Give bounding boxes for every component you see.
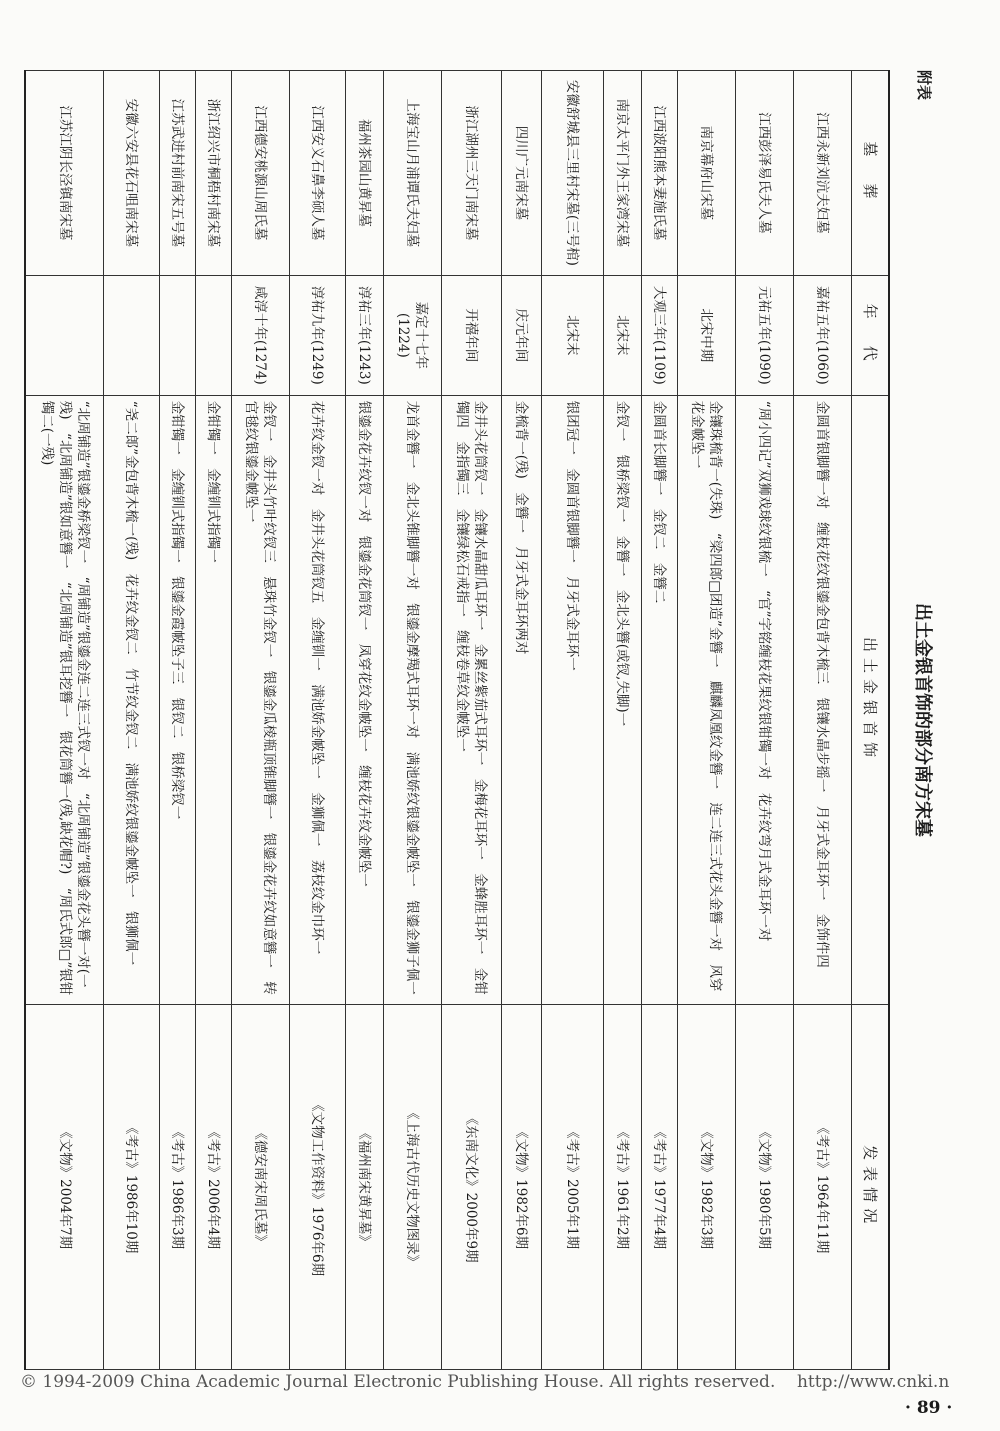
table-row [196,71,232,1370]
date-cell [196,275,232,395]
page-number: · 89 · [905,1398,953,1418]
table-row [502,71,542,1370]
rotated-table-page [38,70,935,1370]
table-row [346,71,384,1370]
items-cell: 金镶珠梳背一(失珠) “梁四郎□团造”金簪一 麒麟凤凰纹金簪一 连二连三式花头金簪一对 风穿花金帔坠一 [678,395,736,1005]
tomb-cell: 江苏武进村前南宋五号墓 [160,71,196,276]
tomb-cell: 南京幕府山宋墓 [678,71,736,276]
publication-cell: 《考古》1964年11期 [794,1005,852,1370]
tomb-cell: 浙江湖州三天门南宋墓 [442,71,502,276]
publication-cell: 《文物》1982年6期 [502,1005,542,1370]
header-publication: 发表情况 [852,1005,890,1370]
publication-cell: 《考古》2006年4期 [196,1005,232,1370]
publication-cell: 《考古》1961年2期 [604,1005,642,1370]
table-row [604,71,642,1370]
date-cell: 淳祐三年(1243) [346,275,384,395]
items-cell: 金井头花筒钗一 金镶水晶甜瓜耳环一 金累丝紫茄式耳环一 金梅花耳环一 金蜂胜耳环一 金钳镯四 金指镯三 金镶绿松石戒指一 缠枝卷草纹金帔坠一 [442,395,502,1005]
publication-cell: 《上海古代历史文物图录》 [384,1005,442,1370]
tomb-cell: 浙江绍兴市桐梧村南宋墓 [196,71,232,276]
date-cell: 开禧年间 [442,275,502,395]
items-cell: “北周铺造”银鎏金桥梁钗一 “周铺造”银鎏金连二连三式钗一对 “北周铺造”银鎏金花头簪一对(一残) “北周铺造”银如意簪一 “北周铺造”银耳挖簪一 银花筒簪一(残,缺花帽?) “周氏式郎□”银钳镯二(一残) [26,395,104,1005]
table-row [384,71,442,1370]
date-cell: 咸淳十年(1274) [232,275,290,395]
table-caption: 出土金银首饰的部分南方宋墓 [912,603,933,837]
table-row [736,71,794,1370]
tomb-cell: 南京太平门外王家湾宋墓 [604,71,642,276]
date-cell [104,275,160,395]
items-cell: 金圆首银脚簪一对 缠枝花纹银鎏金包背木梳三 银镶水晶步摇一 月牙式金耳环一 金饰件四 [794,395,852,1005]
publication-cell: 《考古》1986年10期 [104,1005,160,1370]
date-cell: 北宋末 [542,275,604,395]
tomb-cell: 四川广元南宋墓 [502,71,542,276]
tomb-cell: 江西彭泽易氏夫人墓 [736,71,794,276]
table-row [678,71,736,1370]
items-cell: 龙首金簪一 金北头锥脚簪一对 银鎏金摩羯式耳环一对 满池娇纹银鎏金帔坠一 银鎏金狮子佩一 [384,395,442,1005]
tomb-cell: 江西永新刘沆夫妇墓 [794,71,852,276]
tomb-cell: 福州茶园山黄昇墓 [346,71,384,276]
publication-cell: 《文物》1982年3期 [678,1005,736,1370]
publication-cell: 《文物》1980年5期 [736,1005,794,1370]
publication-cell: 《文物》2004年7期 [26,1005,104,1370]
table-header-row [852,71,890,1370]
items-cell: 金钗一 银桥梁钗一 金簪一 金北头簪(或钗,失脚)一 [604,395,642,1005]
table-row [26,71,104,1370]
table-row [642,71,678,1370]
date-cell [26,275,104,395]
tomb-cell: 江西德安桃源山周氏墓 [232,71,290,276]
publication-cell: 《考古》1977年4期 [642,1005,678,1370]
publication-cell: 《考古》1986年3期 [160,1005,196,1370]
date-cell: 嘉定十七年(1224) [384,275,442,395]
date-cell: 庆元年间 [502,275,542,395]
publication-cell: 《东南文化》2000年9期 [442,1005,502,1370]
burial-table [25,70,891,1370]
tomb-cell: 江苏江阴长泾镇南宋墓 [26,71,104,276]
publication-cell: 《考古》2005年1期 [542,1005,604,1370]
items-cell: 金圆首长脚簪一 金钗二 金簪二 [642,395,678,1005]
items-cell: 银团冠一 金圆首银脚簪一 月牙式金耳环一 [542,395,604,1005]
date-cell [160,275,196,395]
items-cell: 银鎏金花卉纹钗一对 银鎏金花筒钗一 凤穿花纹金帔坠一 缠枝花卉纹金帔坠一 [346,395,384,1005]
date-cell: 元祐五年(1090) [736,275,794,395]
copyright-text: © 1994-2009 China Academic Journal Electronic Publishing House. All rights reserved. [20,1372,776,1392]
header-items: 出土金银首饰 [852,395,890,1005]
tomb-cell: 安徽舒城县三里村宋墓(三号棺) [542,71,604,276]
table-row [160,71,196,1370]
header-date: 年 代 [852,275,890,395]
items-cell: 金钗一 金井头竹叶纹钗三 悬珠竹金钗一 银鎏金瓜棱瓶顶锥脚簪一 银鎏金花卉纹如意簪一 转官毬纹银鎏金帔坠一 [232,395,290,1005]
table-row [290,71,346,1370]
table-row [442,71,502,1370]
date-cell: 北宋末 [604,275,642,395]
date-cell: 大观三年(1109) [642,275,678,395]
publication-cell: 《福州南宋黄昇墓》 [346,1005,384,1370]
items-cell: 金钳镯一 金缠钏式指镯一 [196,395,232,1005]
header-tomb: 墓 葬 [852,71,890,276]
source-url[interactable]: http://www.cnki.n [796,1372,950,1392]
table-row [794,71,852,1370]
copyright-footer [20,1372,949,1392]
items-cell: “尧二郎”金包背木梳一(残) 花卉纹金钗二 竹节纹金钗二 满池娇纹银鎏金帔坠一 银狮佩一 [104,395,160,1005]
items-cell: 金梳背一(残) 金簪一 月牙式金耳环两对 [502,395,542,1005]
items-cell: 花卉纹金钗一对 金井头花筒钗五 金缠钏一 满池娇金帔坠一 金狮佩一 荔枝纹金巾环一 [290,395,346,1005]
annex-label: 附表 [915,70,933,101]
date-cell: 淳祐九年(1249) [290,275,346,395]
date-cell: 北宋中期 [678,275,736,395]
tomb-cell: 江西安义石鼻李硕人墓 [290,71,346,276]
tomb-cell: 安徽六安县花石咀南宋墓 [104,71,160,276]
items-cell: 金钳镯一 金缠钏式指镯一 银鎏金霞帔坠子三 银钗二 银桥梁钗一 [160,395,196,1005]
items-cell: “周小四记”双狮戏球纹银梳一 “官”字铭缠枝花果纹银钳镯一对 花卉纹弯月式金耳环一对 [736,395,794,1005]
table-row [104,71,160,1370]
tomb-cell: 上海宝山月浦谭氏夫妇墓 [384,71,442,276]
date-cell: 嘉祐五年(1060) [794,275,852,395]
publication-cell: 《文物工作资料》1976年6期 [290,1005,346,1370]
publication-cell: 《德安南宋周氏墓》 [232,1005,290,1370]
table-row [232,71,290,1370]
tomb-cell: 江西波阳熊本妻施氏墓 [642,71,678,276]
table-row [542,71,604,1370]
